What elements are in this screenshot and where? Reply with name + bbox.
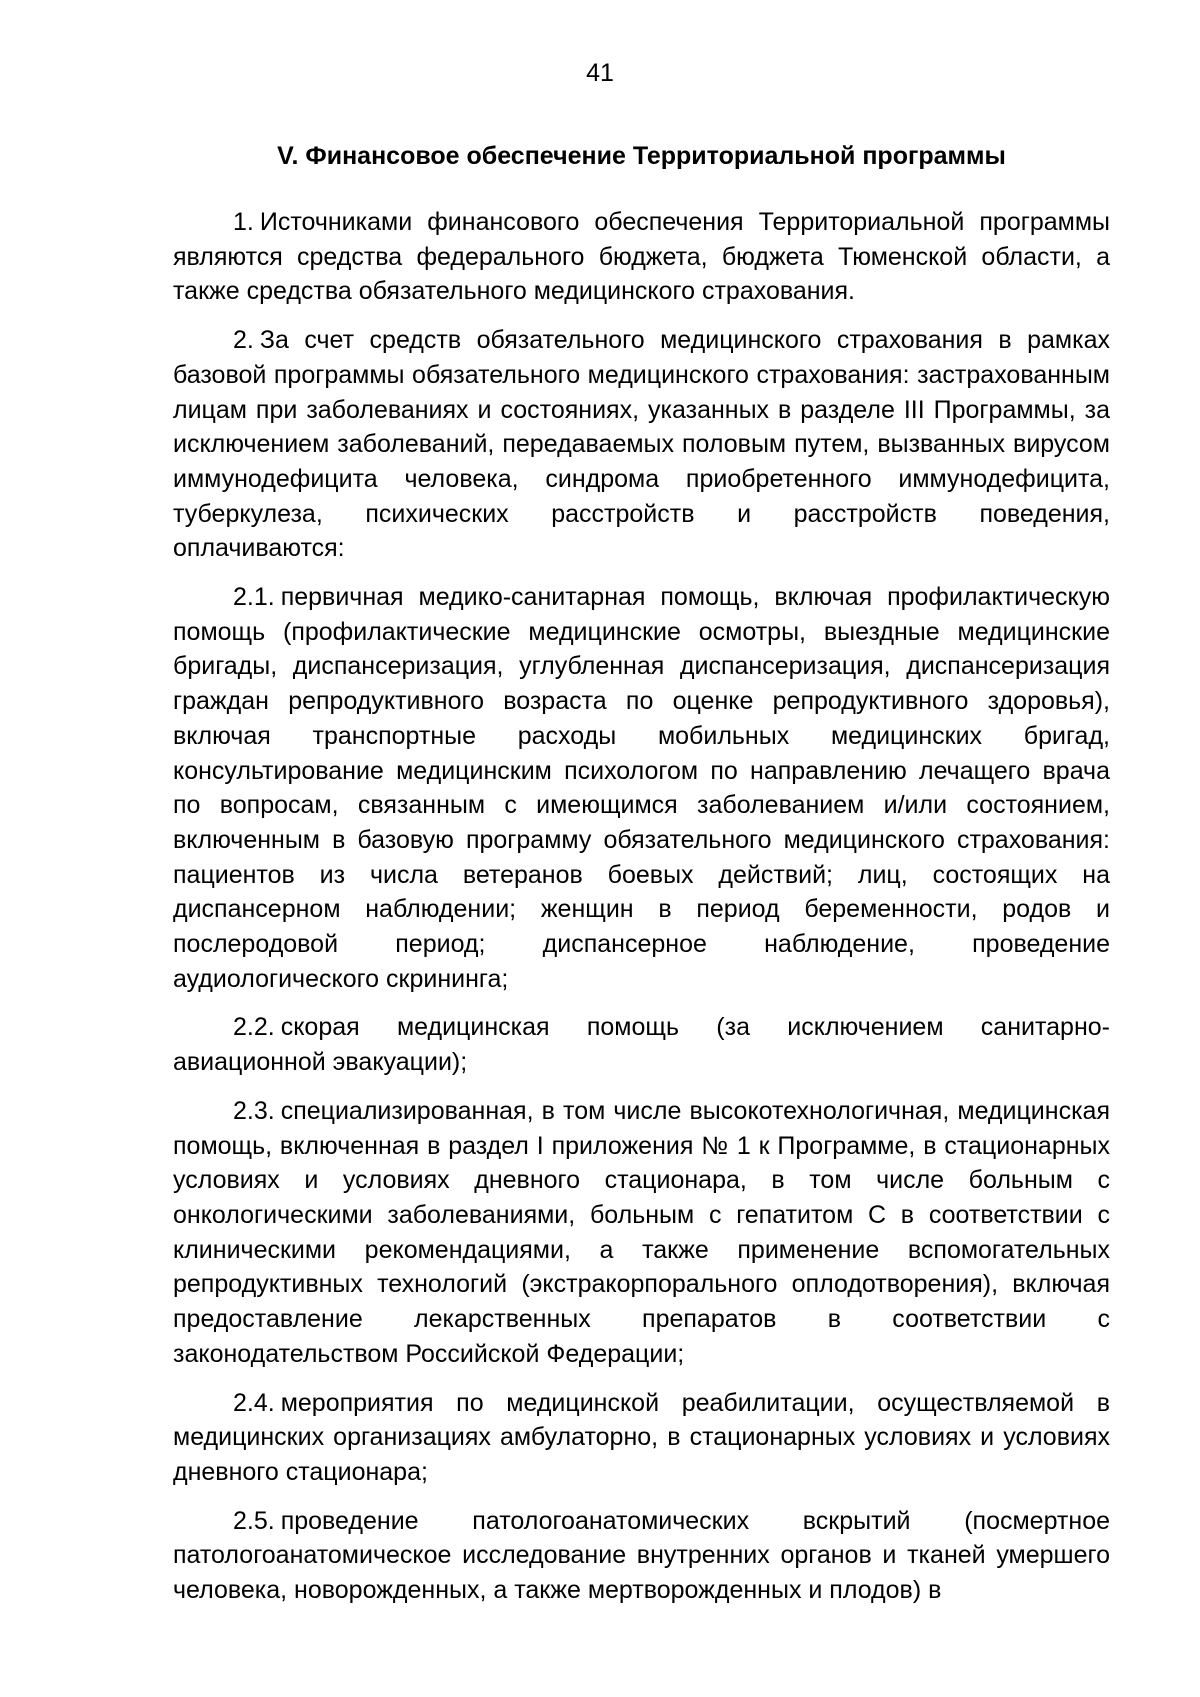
paragraph-2-2 xyxy=(173,1010,1110,1079)
paragraph-2 xyxy=(173,323,1110,566)
paragraph-number: 2. xyxy=(233,326,254,355)
paragraph-2-5 xyxy=(173,1504,1110,1608)
paragraph-2-4 xyxy=(173,1386,1110,1490)
paragraph-1 xyxy=(173,205,1110,309)
paragraph-2-1 xyxy=(173,580,1110,996)
paragraph-text: мероприятия по медицинской реабилитации, осуществляемой в медицинских организациях амбулаторно, в стационарных условиях и условиях дневного стационара; xyxy=(173,1388,1110,1486)
paragraph-text: первичная медико-санитарная помощь, включая профилактическую помощь (профилактические медицинские осмотры, выездные медицинские бригады, диспансеризация, углубленная диспансеризация, диспансеризация граждан репродуктивного возраста по оценке репродуктивного здоровья), включая транспортные расходы мобильных медицинских бригад, консультирование медицинским психологом по направлению лечащего врача по вопросам, связанным с имеющимся заболеванием и/или состоянием, включенным в базовую программу обязательного медицинского страхования: пациентов из числа ветеранов боевых действий; лиц, состоящих на диспансерном наблюдении; женщин в период беременности, родов и послеродовой период; диспансерное наблюдение, проведение аудиологического скрининга; xyxy=(173,583,1110,993)
paragraph-text: скорая медицинская помощь (за исключением санитарно-авиационной эвакуации); xyxy=(173,1013,1110,1077)
paragraph-number: 2.3. xyxy=(233,1096,275,1125)
paragraph-number: 2.1. xyxy=(233,583,275,612)
paragraph-number: 2.4. xyxy=(233,1388,275,1417)
paragraph-text: проведение патологоанатомических вскрытий (посмертное патологоанатомическое исследование внутренних органов и тканей умершего человека, новорожденных, а также мертворожденных и плодов) в xyxy=(173,1506,1110,1605)
paragraph-text: специализированная, в том числе высокотехнологичная, медицинская помощь, включенная в раздел I приложения № 1 к Программе, в стационарных условиях и условиях дневного стационара, в том числе больным с онкологическими заболеваниями, больным с гепатитом С в соответствии с клиническими рекомендациями, а также применение вспомогательных репродуктивных технологий (экстракорпорального оплодотворения), включая предоставление лекарственных препаратов в соответствии с законодательством Российской Федерации; xyxy=(173,1096,1110,1368)
section-title: V. Финансовое обеспечение Территориальной программы xyxy=(277,142,1006,170)
paragraph-number: 2.2. xyxy=(233,1013,275,1042)
body-text xyxy=(173,205,1110,1622)
paragraph-number: 1. xyxy=(233,208,254,236)
paragraph-text: Источниками финансового обеспечения Территориальной программы являются средства федерального бюджета, бюджета Тюменской области, а также средства обязательного медицинского страхования. xyxy=(173,208,1110,306)
paragraph-text: За счет средств обязательного медицинского страхования в рамках базовой программы обязательного медицинского страхования: застрахованным лицам при заболеваниях и состояниях, указанных в разделе III Программы, за исключением заболеваний, передаваемых половым путем, вызванных вирусом иммунодефицита человека, синдрома приобретенного иммунодефицита, туберкулеза, психических расстройств и расстройств поведения, оплачиваются: xyxy=(173,326,1110,563)
paragraph-2-3 xyxy=(173,1094,1110,1372)
paragraph-number: 2.5. xyxy=(233,1506,275,1535)
page-number: 41 xyxy=(586,59,614,87)
